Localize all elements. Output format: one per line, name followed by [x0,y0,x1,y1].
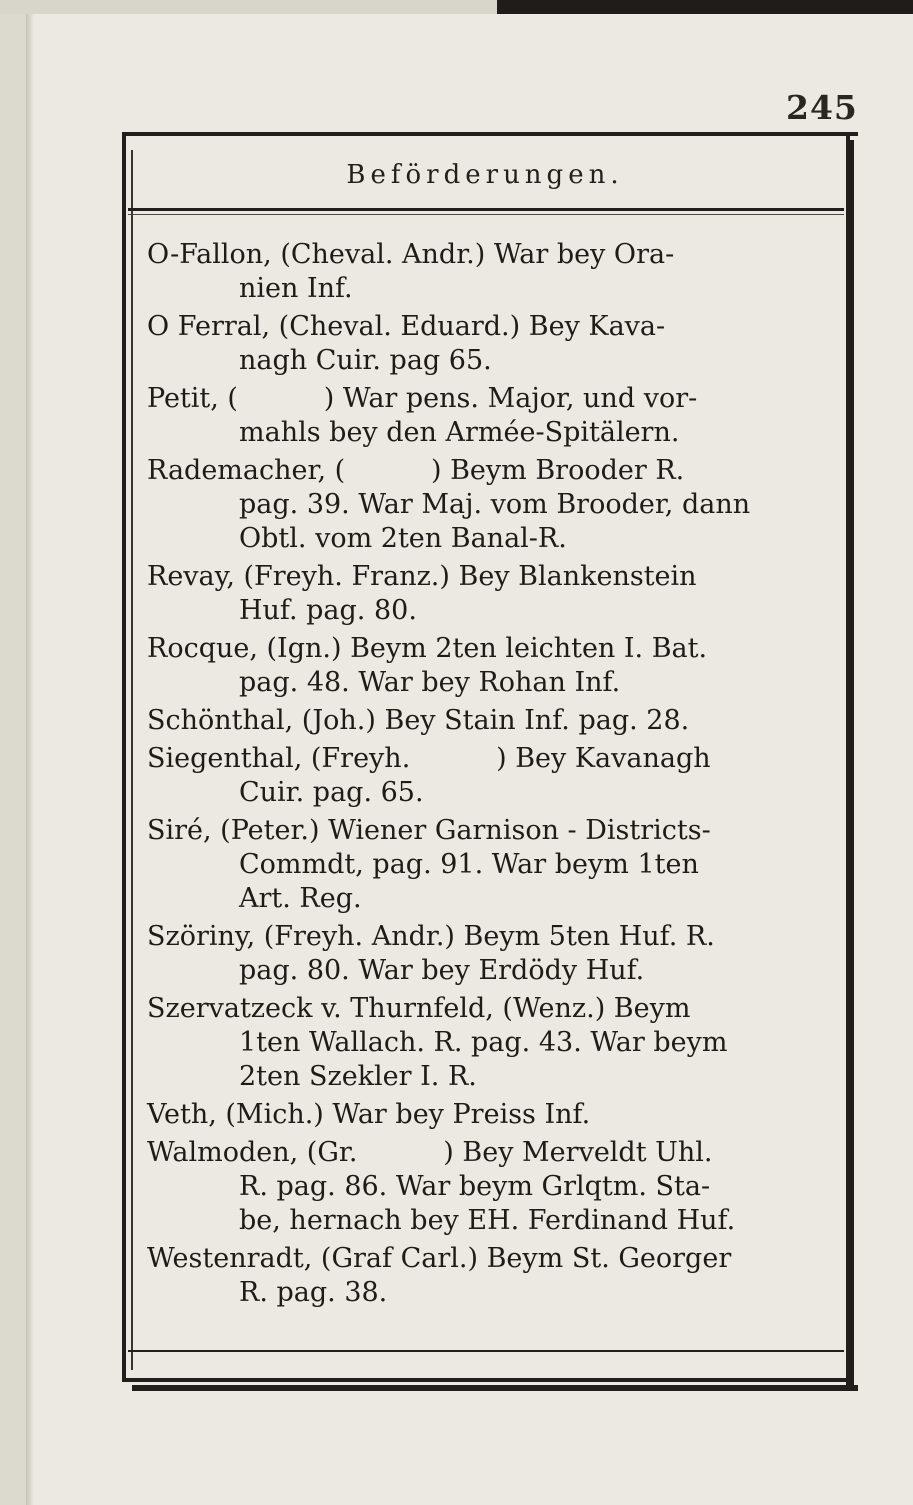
entry-line: pag. 80. War bey Erdödy Huf. [239,955,645,986]
entry-line: Westenradt, (Graf Carl.) Beym St. Georger [147,1243,732,1274]
entry-line: Petit, ( ) War pens. Major, und vor- [147,383,698,414]
entry-line: Revay, (Freyh. Franz.) Bey Blankenstein [147,561,697,592]
entry-line: pag. 39. War Maj. vom Brooder, dann [239,489,751,520]
entry-line: Walmoden, (Gr. ) Bey Merveldt Uhl. [147,1137,713,1168]
scan-top-edge [0,0,913,14]
entry-line: Huf. pag. 80. [239,595,417,626]
entry-line: be, hernach bey EH. Ferdinand Huf. [239,1205,736,1236]
entry-line: 2ten Szekler I. R. [239,1061,477,1092]
entry-line: Szöriny, (Freyh. Andr.) Beym 5ten Huf. R. [147,921,715,952]
page-number: 245 [786,88,858,127]
frame-right-edge [846,140,854,1390]
entry-line: Szervatzeck v. Thurnfeld, (Wenz.) Beym [147,993,691,1024]
book-gutter [26,0,34,1505]
entry-line: nagh Cuir. pag 65. [239,345,492,376]
bottom-rule [128,1350,844,1352]
entry-line: Rademacher, ( ) Beym Brooder R. [147,455,685,486]
entry-line: Rocque, (Ign.) Beym 2ten leichten I. Bat. [147,633,708,664]
entry-line: 1ten Wallach. R. pag. 43. War beym [239,1027,728,1058]
facing-page-edge [0,0,28,1505]
frame-inner-line [131,150,133,1370]
entry-line: nien Inf. [239,273,353,304]
entry-line: mahls bey den Armée-Spitälern. [239,417,680,448]
entry-line: Siegenthal, (Freyh. ) Bey Kavanagh [147,743,711,774]
entry-line: Art. Reg. [239,883,362,914]
entry-line: pag. 48. War bey Rohan Inf. [239,667,621,698]
entry-line: O Ferral, (Cheval. Eduard.) Bey Kava- [147,311,666,342]
entry-line: Obtl. vom 2ten Banal-R. [239,523,567,554]
entry-line: Veth, (Mich.) War bey Preiss Inf. [147,1099,591,1130]
section-heading: Beförderungen. [346,160,624,190]
heading-rule-thin [128,214,844,215]
entry-line: Commdt, pag. 91. War beym 1ten [239,849,699,880]
heading-rule [128,208,844,211]
entry-line: R. pag. 86. War beym Grlqtm. Sta- [239,1171,711,1202]
entry-line: O-Fallon, (Cheval. Andr.) War bey Ora- [147,239,675,270]
entry-line: R. pag. 38. [239,1277,388,1308]
entry-line: Schönthal, (Joh.) Bey Stain Inf. pag. 28. [147,705,690,736]
entry-line: Siré, (Peter.) Wiener Garnison - Districts- [147,815,711,846]
entry-line: Cuir. pag. 65. [239,777,424,808]
